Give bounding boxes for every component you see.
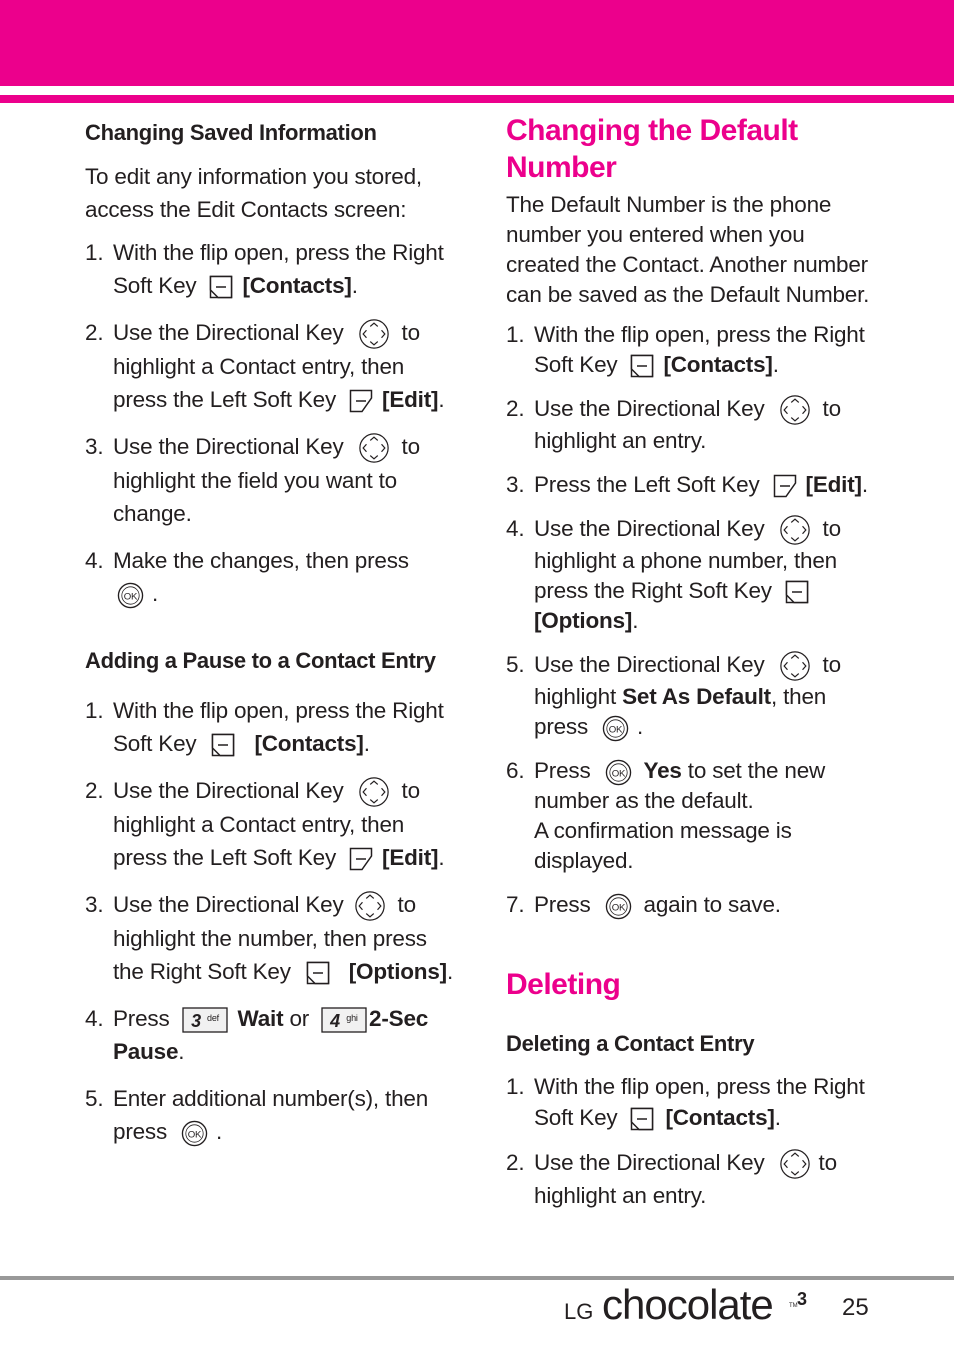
ok-key-icon: [602, 715, 629, 742]
list-item: 4. Use the Directional Key to highlight a phone number, then press the Right Soft Key [Options].: [506, 516, 841, 634]
directional-key-icon: [779, 650, 811, 682]
section-heading-deleting: Deleting: [506, 968, 621, 1002]
svg-text:ghi: ghi: [346, 1013, 358, 1024]
svg-text:def: def: [206, 1013, 219, 1024]
list-item: 6. Press Yes to set the new number as the default. A confirmation message is displayed.: [506, 758, 826, 874]
directional-key-icon: [354, 890, 386, 922]
lg-chocolate-logo: [562, 1281, 812, 1329]
right-soft-key-icon: [208, 274, 234, 300]
default-number-steps: [506, 320, 876, 920]
right-soft-key-icon: [305, 960, 331, 986]
deleting-steps: [506, 1071, 876, 1211]
list-item: 2. Use the Directional Key to highlight a Contact entry, then press the Left Soft Key [Edit].: [85, 774, 455, 874]
svg-text:4: 4: [330, 1011, 340, 1032]
default-number-intro: The Default Number is the phone number you entered when you created the Contact. Another number can be saved as the Default Number.: [506, 192, 870, 307]
left-soft-key-icon: [348, 846, 374, 872]
key-3-icon: [182, 1007, 228, 1033]
key-4-icon: [321, 1007, 367, 1033]
right-soft-key-icon: [629, 1106, 655, 1132]
svg-text:3: 3: [190, 1011, 201, 1032]
directional-key-icon: [779, 1148, 811, 1180]
list-item: 3. Press the Left Soft Key [Edit].: [506, 470, 876, 500]
list-item: 2. Use the Directional Key to highlight an entry.: [506, 396, 841, 454]
left-soft-key-icon: [772, 473, 798, 499]
directional-key-icon: [779, 514, 811, 546]
left-soft-key-icon: [348, 388, 374, 414]
header-rule: [0, 95, 954, 103]
changing-steps: [85, 236, 455, 610]
directional-key-icon: [358, 776, 390, 808]
list-item: 2. Use the Directional Key to highlight an entry.: [506, 1150, 837, 1209]
list-item: 5. Enter additional number(s), then press .: [85, 1082, 455, 1148]
list-item: 1. With the flip open, press the Right Soft Key [Contacts].: [85, 236, 455, 302]
footer-rule: [0, 1276, 954, 1280]
list-item: 5. Use the Directional Key to highlight Set As Default, then press .: [506, 650, 876, 742]
page-number: 25: [842, 1294, 869, 1321]
svg-text:3: 3: [797, 1289, 808, 1309]
list-item: 4. Press 3 def Wait or 4 ghi 2-Sec Pause.: [85, 1006, 429, 1065]
ok-key-icon: [117, 582, 144, 609]
right-soft-key-icon: [784, 579, 810, 605]
svg-text:chocolate: chocolate: [602, 1281, 773, 1328]
ok-key-icon: [181, 1120, 208, 1147]
right-soft-key-icon: [210, 732, 236, 758]
right-soft-key-icon: [629, 353, 655, 379]
header-band: [0, 0, 954, 86]
changing-intro: To edit any information you stored, access the Edit Contacts screen:: [85, 164, 422, 222]
left-column: [85, 112, 455, 1148]
list-item: 3. Use the Directional Key to highlight the field you want to change.: [85, 434, 420, 527]
list-item: 4. Make the changes, then press .: [85, 544, 455, 610]
list-item: 2. Use the Directional Key to highlight a Contact entry, then press the Left Soft Key [Edit].: [85, 316, 455, 416]
right-column: [506, 112, 876, 1211]
directional-key-icon: [358, 318, 390, 350]
pause-steps: [85, 694, 455, 1148]
list-item: 1. With the flip open, press the Right Soft Key [Contacts].: [85, 694, 455, 760]
ok-key-icon: [605, 759, 632, 786]
svg-text:LG: LG: [564, 1299, 594, 1324]
svg-text:TM: TM: [789, 1303, 798, 1309]
ok-key-icon: [605, 893, 632, 920]
subheading-deleting-contact: Deleting a Contact Entry: [506, 1031, 755, 1057]
section-heading-changing-saved: Changing Saved Information: [85, 120, 377, 145]
directional-key-icon: [358, 432, 390, 464]
list-item: 3. Use the Directional Key to highlight the number, then press the Right Soft Key [Options].: [85, 888, 455, 988]
section-heading-changing-default: Changing the Default Number: [506, 114, 798, 184]
list-item: 7. Press again to save.: [506, 890, 876, 920]
section-heading-adding-pause: Adding a Pause to a Contact Entry: [85, 648, 436, 674]
list-item: 1. With the flip open, press the Right Soft Key [Contacts].: [506, 1071, 876, 1133]
list-item: 1. With the flip open, press the Right Soft Key [Contacts].: [506, 320, 876, 380]
directional-key-icon: [779, 394, 811, 426]
